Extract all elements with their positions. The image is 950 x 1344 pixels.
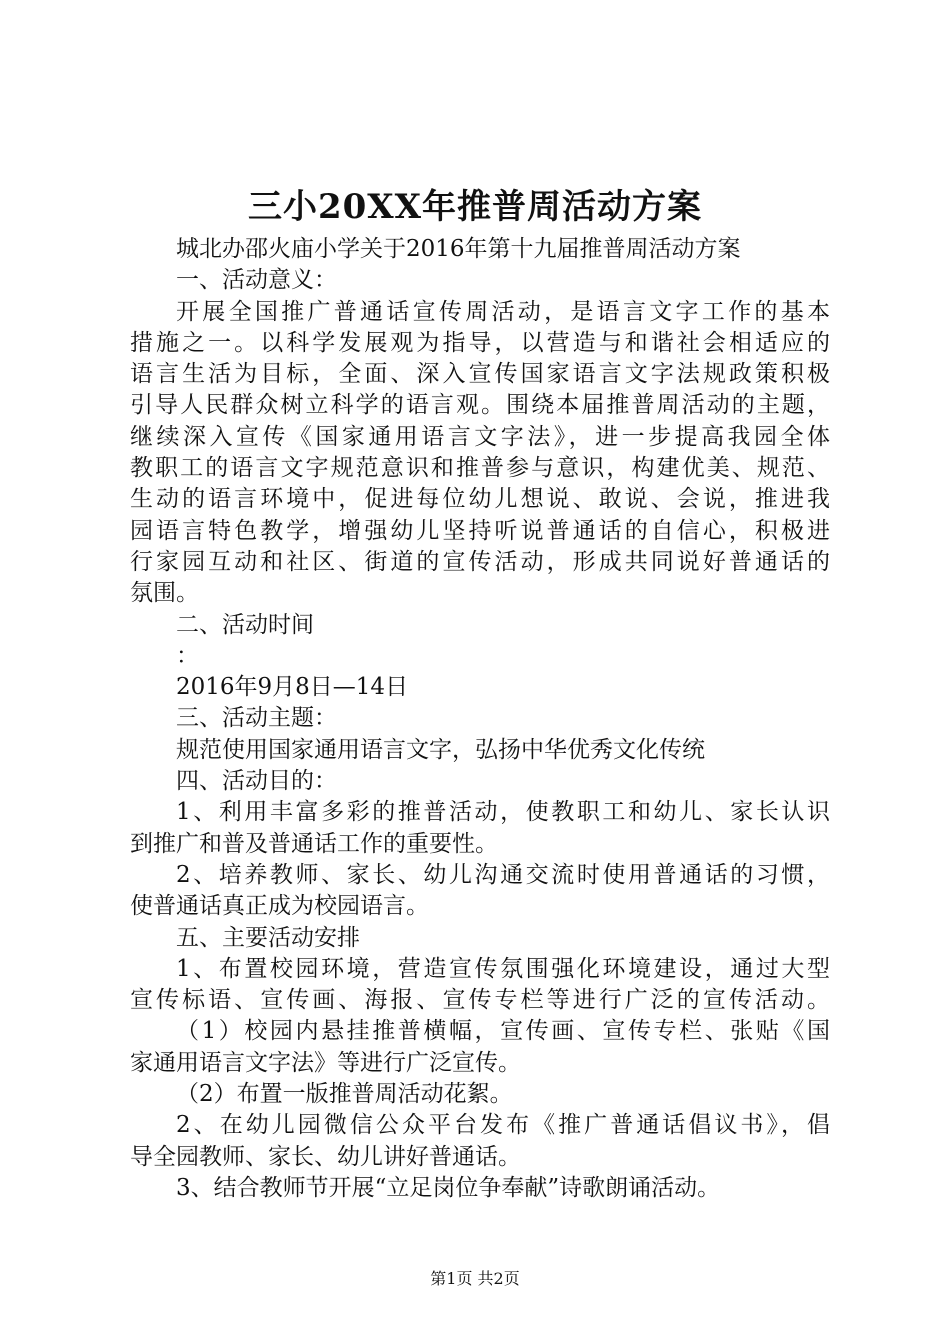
document-body [130, 234, 830, 1204]
text-line: （2）布置一版推普周活动花絮。 [176, 1081, 513, 1108]
text-line: 行家园互动和社区、街道的宣传活动，形成共同说好普通话的 [130, 548, 830, 575]
text-line: 2、在幼儿园微信公众平台发布《推广普通话倡议书》，倡 [176, 1112, 830, 1139]
text-line: 导全园教师、家长、幼儿讲好普通话。 [130, 1143, 521, 1170]
text-line: 引导人民群众树立科学的语言观。围绕本届推普周活动的主题， [130, 392, 830, 419]
text-line: 使普通话真正成为校园语言。 [130, 893, 429, 920]
text-line: 规范使用国家通用语言文字，弘扬中华优秀文化传统 [176, 736, 705, 763]
text-line: 宣传标语、宣传画、海报、宣传专栏等进行广泛的宣传活动。 [130, 987, 830, 1014]
text-line: 三、活动主题： [176, 705, 337, 732]
text-line: 语言生活为目标，全面、深入宣传国家语言文字法规政策积极 [130, 361, 830, 388]
document-title: 三小20XX年推普周活动方案 [247, 187, 703, 227]
text-line: 开展全国推广普通话宣传周活动，是语言文字工作的基本 [176, 298, 830, 325]
text-line: 一、活动意义： [176, 267, 337, 294]
text-line: 1、布置校园环境，营造宣传氛围强化环境建设，通过大型 [176, 955, 830, 982]
text-line: 生动的语言环境中，促进每位幼儿想说、敢说、会说，推进我 [130, 486, 830, 513]
text-line: 氛围。 [130, 580, 199, 607]
text-line: 五、主要活动安排 [176, 924, 360, 951]
text-line: 家通用语言文字法》等进行广泛宣传。 [130, 1049, 521, 1076]
text-line: 3、结合教师节开展“立足岗位争奉献”诗歌朗诵活动。 [176, 1174, 721, 1201]
text-line: ： [176, 642, 199, 669]
text-line: 教职工的语言文字规范意识和推普参与意识，构建优美、规范、 [130, 455, 830, 482]
text-line: 城北办邵火庙小学关于2016年第十九届推普周活动方案 [176, 236, 741, 262]
text-line: 继续深入宣传《国家通用语言文字法》，进一步提高我园全体 [130, 423, 830, 450]
text-line: 园语言特色教学，增强幼儿坚持听说普通话的自信心，积极进 [130, 517, 830, 544]
text-line: 四、活动目的： [176, 768, 337, 795]
text-line: 2016年9月8日—14日 [176, 674, 409, 701]
text-line: 到推广和普及普通话工作的重要性。 [130, 830, 498, 857]
text-line: 二、活动时间 [176, 611, 314, 638]
text-line: （1）校园内悬挂推普横幅，宣传画、宣传专栏、张贴《国 [176, 1018, 830, 1045]
text-line: 2、培养教师、家长、幼儿沟通交流时使用普通话的习惯， [176, 861, 830, 888]
text-line: 措施之一。以科学发展观为指导，以营造与和谐社会相适应的 [130, 329, 830, 356]
page-footer: 第1页 共2页 [430, 1269, 520, 1288]
text-line: 1、利用丰富多彩的推普活动，使教职工和幼儿、家长认识 [176, 799, 830, 826]
